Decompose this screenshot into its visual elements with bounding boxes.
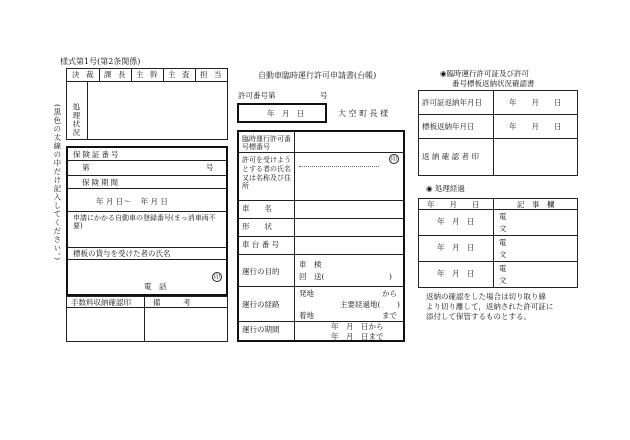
return-check-title-1: ◉臨時運行許可証及び許可 (440, 69, 530, 78)
purpose-inspection: 車 検 (299, 260, 322, 269)
history-row-date: 年 月 日 (437, 269, 475, 278)
remarks-label: 備 考 (153, 298, 191, 307)
form-title: 自動車臨時運行許可申請書(台帳) (258, 71, 377, 80)
process-history-table (418, 198, 578, 288)
return-confirmer-label: 返 納 確 認 者 印 (422, 152, 479, 161)
stamp-label-kessai-1: 決 (72, 70, 80, 79)
history-row-tel: 電 (499, 212, 507, 221)
history-row-doc: 文 (499, 250, 507, 259)
route-to: 着地 (299, 311, 314, 320)
route-made: まで (382, 311, 397, 320)
insurance-cert-label: 保険証番号 (73, 150, 121, 159)
stamp-label-shukan-2: 幹 (150, 70, 158, 79)
history-col-notes: 記 事 欄 (517, 200, 555, 209)
insurance-go: 号 (206, 163, 214, 172)
insurance-period-value: 年 月 日〜 年 月 日 (96, 197, 168, 206)
plate-return-date: 年 月 日 (509, 122, 562, 131)
return-check-title-2: 番号標板返納状況確認書 (452, 79, 535, 88)
stamp-label-kacho-1: 課 (104, 70, 112, 79)
history-col-date: 年 月 日 (427, 200, 480, 209)
fee-confirm-label: 手数料収納確認印 (71, 298, 131, 307)
history-row-tel: 電 (499, 238, 507, 247)
history-row-doc: 文 (499, 276, 507, 285)
stamp-label-tanto-2: 当 (214, 70, 222, 79)
plate-return-label: 標板返納年月日 (422, 122, 475, 131)
route-via-close: ) (397, 300, 400, 309)
route-kara: から (382, 289, 397, 298)
stamp-label-shusa-1: 主 (168, 70, 176, 79)
process-history-title: ◉ 処理経過 (426, 184, 465, 193)
insurance-period-label: 保険期間 (82, 178, 120, 187)
history-row-tel: 電 (499, 264, 507, 273)
return-check-table (418, 90, 578, 176)
history-row-date: 年 月 日 (437, 217, 475, 226)
purpose-transport: 回 送( (299, 272, 325, 281)
permit-date: 年 月 日 (267, 109, 305, 118)
permit-number-label: 許可番号第 (238, 91, 276, 100)
chassis-label: 車 台 番 号 (242, 240, 280, 249)
purpose-close: ) (389, 272, 392, 281)
lender-seal-icon: 印 (213, 274, 220, 281)
note-line-3: 添付して保管するものとする。 (426, 312, 531, 321)
route-via: 主要経過地( (340, 300, 381, 309)
processing-status-label: 処理状況 (71, 103, 81, 137)
note-line-1: 返納の確認をした場合は切り取り線 (426, 292, 546, 301)
permit-return-date: 年 月 日 (509, 98, 562, 107)
insurance-dai: 第 (82, 163, 90, 172)
fee-remarks-box (66, 296, 228, 342)
permit-date-box (237, 103, 327, 123)
permit-return-label: 許可証返納年月日 (422, 98, 482, 107)
history-row-date: 年 月 日 (437, 243, 475, 252)
plate-lender-label: 標板の貸与を受けた者の氏名 (73, 249, 171, 258)
applicant-entry-box (66, 146, 228, 296)
addressee: 大 空 町 長 様 (338, 109, 389, 118)
form-number: 様式第1号(第2条関係) (60, 57, 141, 66)
period-label: 運行の期間 (242, 325, 280, 334)
lender-phone-label: 電 話 (144, 282, 167, 291)
applicant-seal-icon: 印 (390, 156, 397, 163)
stamp-label-shukan-1: 主 (136, 70, 144, 79)
side-note: (黒色の太線の中だけ記入してください。) (52, 104, 62, 262)
route-label: 運行の経路 (242, 300, 280, 309)
route-from: 発地 (299, 289, 314, 298)
stamp-label-tanto-1: 担 (200, 70, 208, 79)
permit-number-suffix: 号 (320, 91, 328, 100)
period-from: 年 月 日から (331, 322, 384, 331)
stamp-label-kacho-2: 長 (118, 70, 126, 79)
car-name-label: 車 名 (242, 204, 272, 213)
history-row-doc: 文 (499, 224, 507, 233)
stamp-label-shusa-2: 査 (182, 70, 190, 79)
note-line-2: より切り離して，返納された許可証に (426, 302, 554, 311)
stamp-label-kessai-2: 裁 (86, 70, 94, 79)
model-label: 形 状 (242, 222, 272, 231)
temp-plate-label: 臨時運行許可番号標番号 (242, 135, 291, 152)
period-to: 年 月 日まで (331, 332, 384, 341)
purpose-label: 運行の目的 (242, 267, 280, 276)
approval-box (66, 68, 228, 140)
application-table (237, 130, 405, 342)
applicant-label: 許可を受けようとする者の氏名又は名称及び住所 (242, 156, 291, 191)
vehicle-registration-label: 申請にかかる自動車の登録番号(まっ消車両不要) (73, 214, 216, 231)
